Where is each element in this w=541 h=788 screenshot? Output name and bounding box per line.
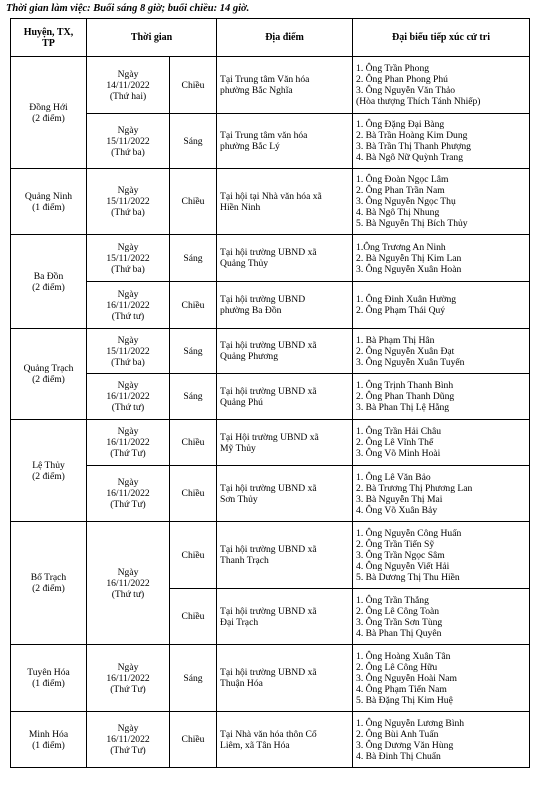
venue-cell: Tại hội trường UBND xã Thuận Hóa [217,645,353,712]
table-row [11,114,530,169]
delegates-cell: 1. Ông Đinh Xuân Hường 2. Ông Phạm Thái Quý [353,282,530,329]
date-cell: Ngày 16/11/2022 (Thứ Tư) [87,466,170,522]
date-cell: Ngày 16/11/2022 (Thứ Tư) [87,420,170,466]
delegates-cell: 1. Ông Đặng Đại Bàng 2. Bà Trần Hoàng Kim Dung 3. Bà Trần Thị Thanh Phượng 4. Bà Ngô Nữ Quỳnh Trang [353,114,530,169]
column-header-time: Thời gian [87,19,217,57]
venue-cell: Tại Trung tâm văn hóa phường Bắc Lý [217,114,353,169]
venue-cell: Tại hội trường UBND xã Đại Trạch [217,589,353,645]
table-row [11,329,530,374]
column-header-delegates: Đại biểu tiếp xúc cử tri [353,19,530,57]
delegates-cell: 1. Bà Phạm Thị Hân 2. Ông Nguyễn Xuân Đạt 3. Ông Nguyễn Xuân Tuyến [353,329,530,374]
date-cell: Ngày 15/11/2022 (Thứ ba) [87,169,170,235]
table-row [11,466,530,522]
table-row [11,57,530,114]
venue-cell: Tại Trung tâm Văn hóa phường Bắc Nghĩa [217,57,353,114]
voter-meeting-schedule-table [10,18,530,768]
venue-cell: Tại hội trường UBND xã Quảng Phú [217,374,353,420]
venue-cell: Tại hội trường UBND xã Quảng Thủy [217,235,353,282]
date-cell: Ngày 16/11/2022 (Thứ tư) [87,282,170,329]
delegates-cell: 1. Ông Đoàn Ngọc Lâm 2. Ông Phan Trần Nam 3. Ông Nguyễn Ngọc Thụ 4. Bà Ngô Thị Nhung 5. Bà Nguyễn Thị Bích Thủy [353,169,530,235]
venue-cell: Tại hội trường UBND xã Quảng Phương [217,329,353,374]
venue-cell: Tại hội trường UBND xã Thanh Trạch [217,522,353,589]
session-cell: Sáng [170,235,217,282]
venue-cell: Tại hội trường UBND xã Sơn Thủy [217,466,353,522]
delegates-cell: 1. Ông Trần Thắng 2. Ông Lê Công Toàn 3. Ông Trần Sơn Tùng 4. Bà Phan Thị Quyên [353,589,530,645]
column-header-venue: Địa điểm [217,19,353,57]
delegates-cell: 1. Ông Trần Hải Châu 2. Ông Lê Vĩnh Thế 3. Ông Võ Minh Hoài [353,420,530,466]
district-cell: Lệ Thủy (2 điểm) [11,420,87,522]
table-row [11,420,530,466]
table-row [11,235,530,282]
session-cell: Sáng [170,645,217,712]
table-row [11,645,530,712]
session-cell: Chiều [170,57,217,114]
date-cell: Ngày 16/11/2022 (Thứ Tư) [87,645,170,712]
session-cell: Chiều [170,522,217,589]
column-header-district: Huyện, TX, TP [11,19,87,57]
table-row [11,522,530,589]
venue-cell: Tại hội tại Nhà văn hóa xã Hiền Ninh [217,169,353,235]
venue-cell: Tại Nhà văn hóa thôn Cổ Liêm, xã Tân Hóa [217,712,353,768]
district-cell: Quảng Trạch (2 điểm) [11,329,87,420]
delegates-cell: 1. Ông Hoàng Xuân Tân 2. Ông Lê Công Hữu 3. Ông Nguyễn Hoài Nam 4. Ông Phạm Tiến Nam 5. Bà Đặng Thị Kim Huệ [353,645,530,712]
date-cell: Ngày 15/11/2022 (Thứ ba) [87,329,170,374]
date-cell: Ngày 16/11/2022 (Thứ tư) [87,374,170,420]
session-cell: Chiều [170,466,217,522]
district-cell: Tuyên Hóa (1 điểm) [11,645,87,712]
delegates-cell: 1. Ông Lê Văn Bảo 2. Bà Trương Thị Phương Lan 3. Bà Nguyễn Thị Mai 4. Ông Võ Xuân Bảy [353,466,530,522]
session-cell: Chiều [170,589,217,645]
district-cell: Ba Đồn (2 điểm) [11,235,87,329]
session-cell: Sáng [170,114,217,169]
date-cell: Ngày 15/11/2022 (Thứ ba) [87,114,170,169]
delegates-cell: 1.Ông Trương An Ninh 2. Bà Nguyễn Thị Kim Lan 3. Ông Nguyễn Xuân Hoàn [353,235,530,282]
delegates-cell: 1. Ông Trần Phong 2. Ông Phan Phong Phú 3. Ông Nguyễn Văn Thảo (Hòa thượng Thích Tánh Nhiếp) [353,57,530,114]
date-cell: Ngày 16/11/2022 (Thứ tư) [87,522,170,645]
table-row [11,169,530,235]
session-cell: Chiều [170,282,217,329]
date-cell: Ngày 15/11/2022 (Thứ ba) [87,235,170,282]
district-cell: Bố Trạch (2 điểm) [11,522,87,645]
delegates-cell: 1. Ông Nguyễn Lương Bình 2. Ông Bùi Anh Tuấn 3. Ông Dương Văn Hùng 4. Bà Đinh Thị Chuẩn [353,712,530,768]
date-cell: Ngày 14/11/2022 (Thứ hai) [87,57,170,114]
session-cell: Sáng [170,329,217,374]
session-cell: Chiều [170,169,217,235]
table-row [11,374,530,420]
session-cell: Sáng [170,374,217,420]
table-header-row [11,19,530,57]
district-cell: Đồng Hới (2 điểm) [11,57,87,169]
delegates-cell: 1. Ông Nguyễn Công Huấn 2. Ông Trần Tiến Sỹ 3. Ông Trần Ngọc Sâm 4. Ông Nguyễn Viết Hải 5. Bà Dương Thị Thu Hiền [353,522,530,589]
working-hours-note: Thời gian làm việc: Buổi sáng 8 giờ; buổi chiều: 14 giờ. [6,3,250,14]
date-cell: Ngày 16/11/2022 (Thứ Tư) [87,712,170,768]
table-row [11,712,530,768]
venue-cell: Tại Hội trường UBND xã Mỹ Thủy [217,420,353,466]
delegates-cell: 1. Ông Trịnh Thanh Bình 2. Ông Phan Thanh Dũng 3. Bà Phan Thị Lệ Hằng [353,374,530,420]
venue-cell: Tại hội trường UBND phường Ba Đồn [217,282,353,329]
table-row [11,282,530,329]
session-cell: Chiều [170,420,217,466]
session-cell: Chiều [170,712,217,768]
district-cell: Quảng Ninh (1 điểm) [11,169,87,235]
district-cell: Minh Hóa (1 điểm) [11,712,87,768]
